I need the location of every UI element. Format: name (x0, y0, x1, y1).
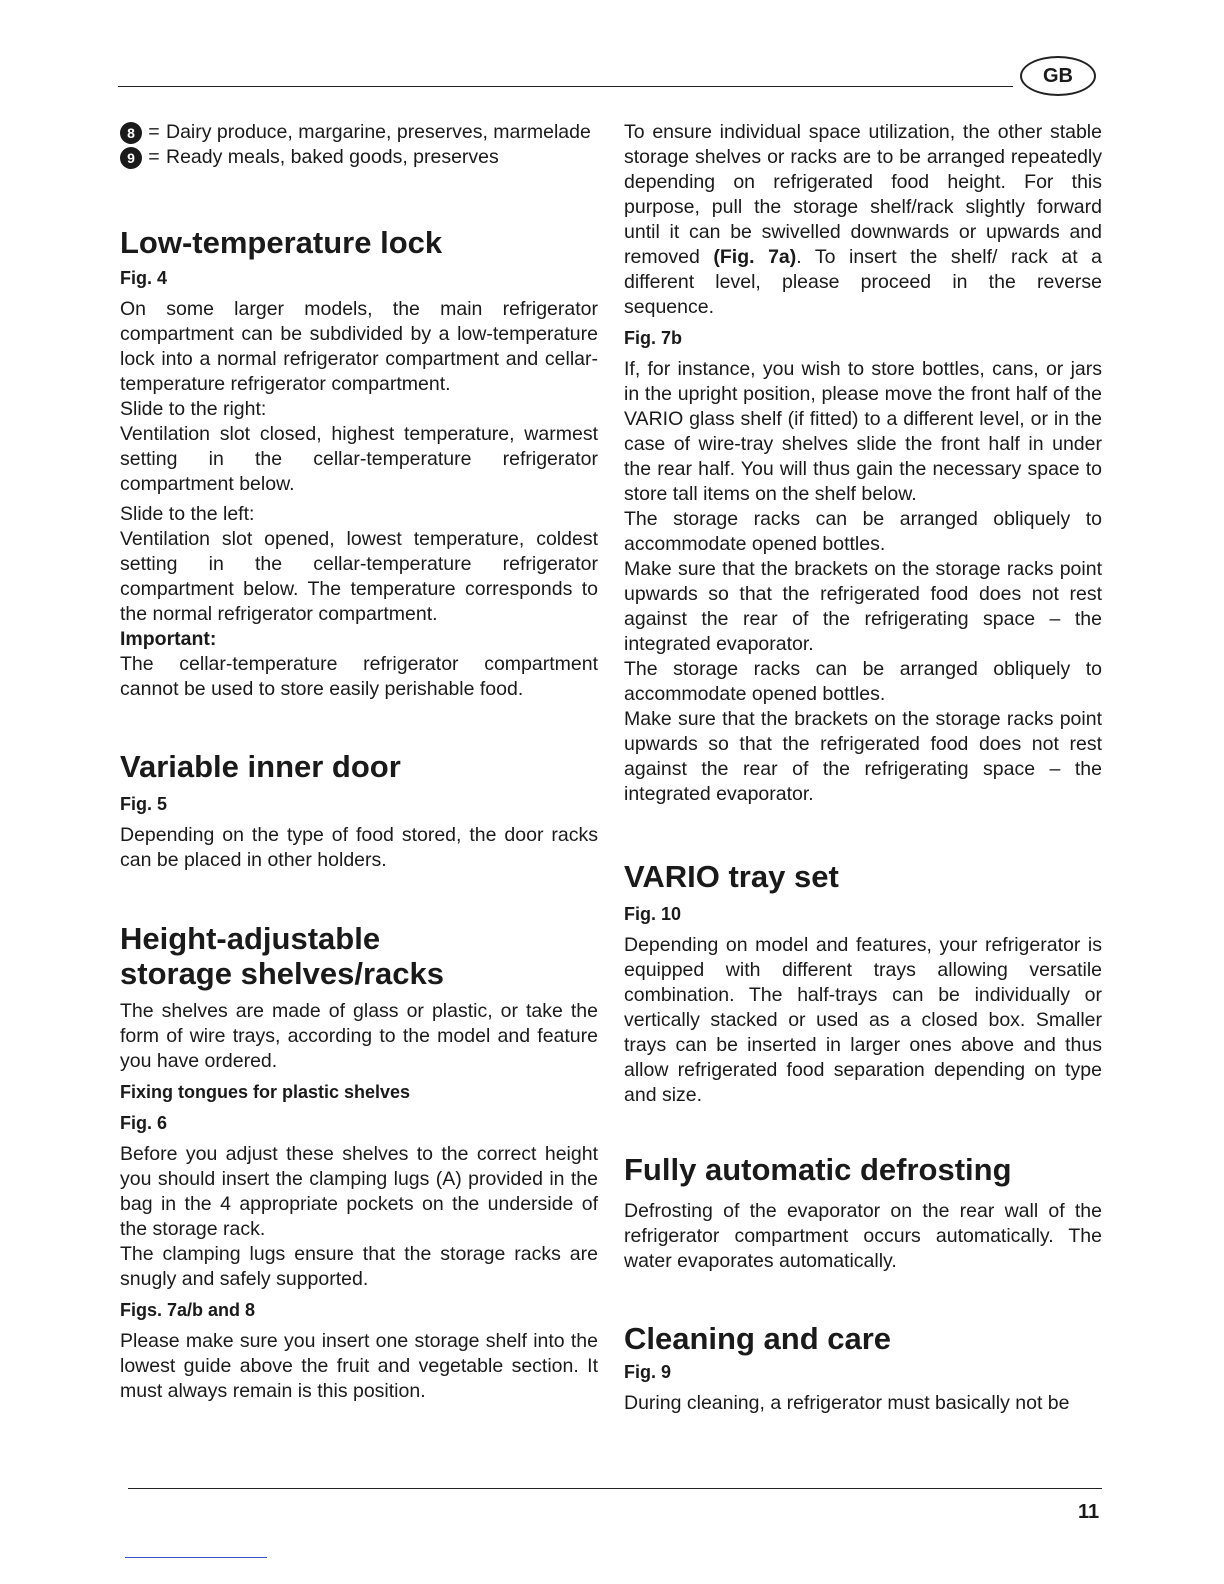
shelf-rearrange-paragraph: To ensure individual space utilization, the other stable storage shelves or racks are to be arranged repeatedly depending on refrigerated food height. For this purpose, pull the storage shelf/rack slightly forward until it can be swivelled downwards or upwards and removed (Fig. 7a). To insert the shelf/ rack at a different level, please proceed in the reverse sequence. (624, 121, 1102, 318)
heading-fully-automatic-defrosting: Fully automatic defrosting (624, 1152, 1012, 1187)
heading-vario-tray-set: VARIO tray set (624, 859, 839, 894)
low-temp-paragraph: On some larger models, the main refrigerator compartment can be subdivided by a low-temperature lock into a normal refrigerator compartment and cellar-temperature refrigerator compartment. (120, 298, 598, 395)
number-9-icon: 9 (120, 147, 142, 169)
inner-door-paragraph: Depending on the type of food stored, the door racks can be placed in other holders. (120, 824, 598, 871)
shelves-paragraph: The shelves are made of glass or plastic, or take the form of wire trays, according to the model and feature you have ordered. (120, 1000, 598, 1072)
language-badge: GB (1020, 56, 1096, 96)
defrost-paragraph: Defrosting of the evaporator on the rear wall of the refrigerator compartment occurs automatically. The water evaporates automatically. (624, 1200, 1102, 1272)
left-column (120, 120, 598, 1404)
fig-9-label: Fig. 9 (624, 1362, 672, 1382)
footer-rule (128, 1488, 1102, 1489)
header-rule (118, 86, 1013, 87)
heading-low-temperature-lock: Low-temperature lock (120, 225, 443, 260)
page-number: 11 (1078, 1501, 1100, 1523)
low-temp-paragraph: Ventilation slot opened, lowest temperature, coldest setting in the cellar-temperature refrigerator compartment below. The temperature corresponds to the normal refrigerator compartment. (120, 528, 598, 625)
shelves-paragraph: Please make sure you insert one storage shelf into the lowest guide above the fruit and vegetable section. It must always remain is this position. (120, 1330, 598, 1402)
right-column (624, 120, 1102, 1416)
fig-6-label: Fig. 6 (120, 1113, 168, 1133)
cleaning-paragraph: During cleaning, a refrigerator must basically not be (624, 1392, 1070, 1414)
heading-height-adjustable-line1: Height-adjustable (120, 921, 381, 956)
legend-text: Ready meals, baked goods, preserves (166, 146, 499, 168)
racks-paragraph: The storage racks can be arranged obliquely to accommodate opened bottles. (624, 658, 1102, 705)
low-temp-paragraph: Slide to the right: (120, 398, 267, 420)
fig-5-label: Fig. 5 (120, 794, 168, 814)
fig-4-label: Fig. 4 (120, 268, 168, 288)
important-label: Important: (120, 628, 217, 650)
shelves-paragraph: The clamping lugs ensure that the storage racks are snugly and safely supported. (120, 1243, 598, 1290)
brackets-paragraph: Make sure that the brackets on the storage racks point upwards so that the refrigerated food does not rest against the rear of the refrigerating space – the integrated evaporator. (624, 708, 1102, 805)
shelves-paragraph: Before you adjust these shelves to the correct height you should insert the clamping lugs (A) provided in the bag in the 4 appropriate pockets on the underside of the storage rack. (120, 1143, 598, 1240)
low-temp-paragraph: Ventilation slot closed, highest temperature, warmest setting in the cellar-temperature refrigerator compartment below. (120, 423, 598, 495)
low-temp-paragraph: The cellar-temperature refrigerator compartment cannot be used to store easily perishable food. (120, 653, 598, 700)
legend-item: 9 = Ready meals, baked goods, preserves (120, 145, 598, 170)
fig-10-label: Fig. 10 (624, 904, 682, 924)
low-temp-paragraph: Slide to the left: (120, 503, 255, 525)
brackets-paragraph: Make sure that the brackets on the storage racks point upwards so that the refrigerated food does not rest against the rear of the refrigerating space – the integrated evaporator. (624, 558, 1102, 655)
legend-item: 8 = Dairy produce, margarine, preserves, marmelade (120, 120, 598, 145)
number-8-icon: 8 (120, 122, 142, 144)
figs-7ab-8-label: Figs. 7a/b and 8 (120, 1300, 256, 1320)
fig-7b-label: Fig. 7b (624, 328, 682, 348)
bottles-paragraph: If, for instance, you wish to store bottles, cans, or jars in the upright position, please move the front half of the VARIO glass shelf (if fitted) to a different level, or in the case of wire-tray shelves slide the front half in under the rear half. You will thus gain the necessary space to store tall items on the shelf below. (624, 358, 1102, 505)
fig-7a-reference: (Fig. 7a) (713, 246, 797, 268)
legend-text: Dairy produce, margarine, preserves, marmelade (166, 121, 591, 143)
footer-accent-line (125, 1557, 267, 1558)
fixing-tongues-subheading: Fixing tongues for plastic shelves (120, 1082, 411, 1102)
heading-height-adjustable-line2: storage shelves/racks (120, 956, 444, 991)
heading-variable-inner-door: Variable inner door (120, 749, 401, 784)
heading-cleaning-and-care: Cleaning and care (624, 1321, 892, 1356)
racks-paragraph: The storage racks can be arranged obliquely to accommodate opened bottles. (624, 508, 1102, 555)
vario-paragraph: Depending on model and features, your refrigerator is equipped with different trays allowing versatile combination. The half-trays can be individually or vertically stacked or used as a closed box. Smaller trays can be inserted in larger ones above and thus allow refrigerated food separation depending on type and size. (624, 934, 1102, 1106)
